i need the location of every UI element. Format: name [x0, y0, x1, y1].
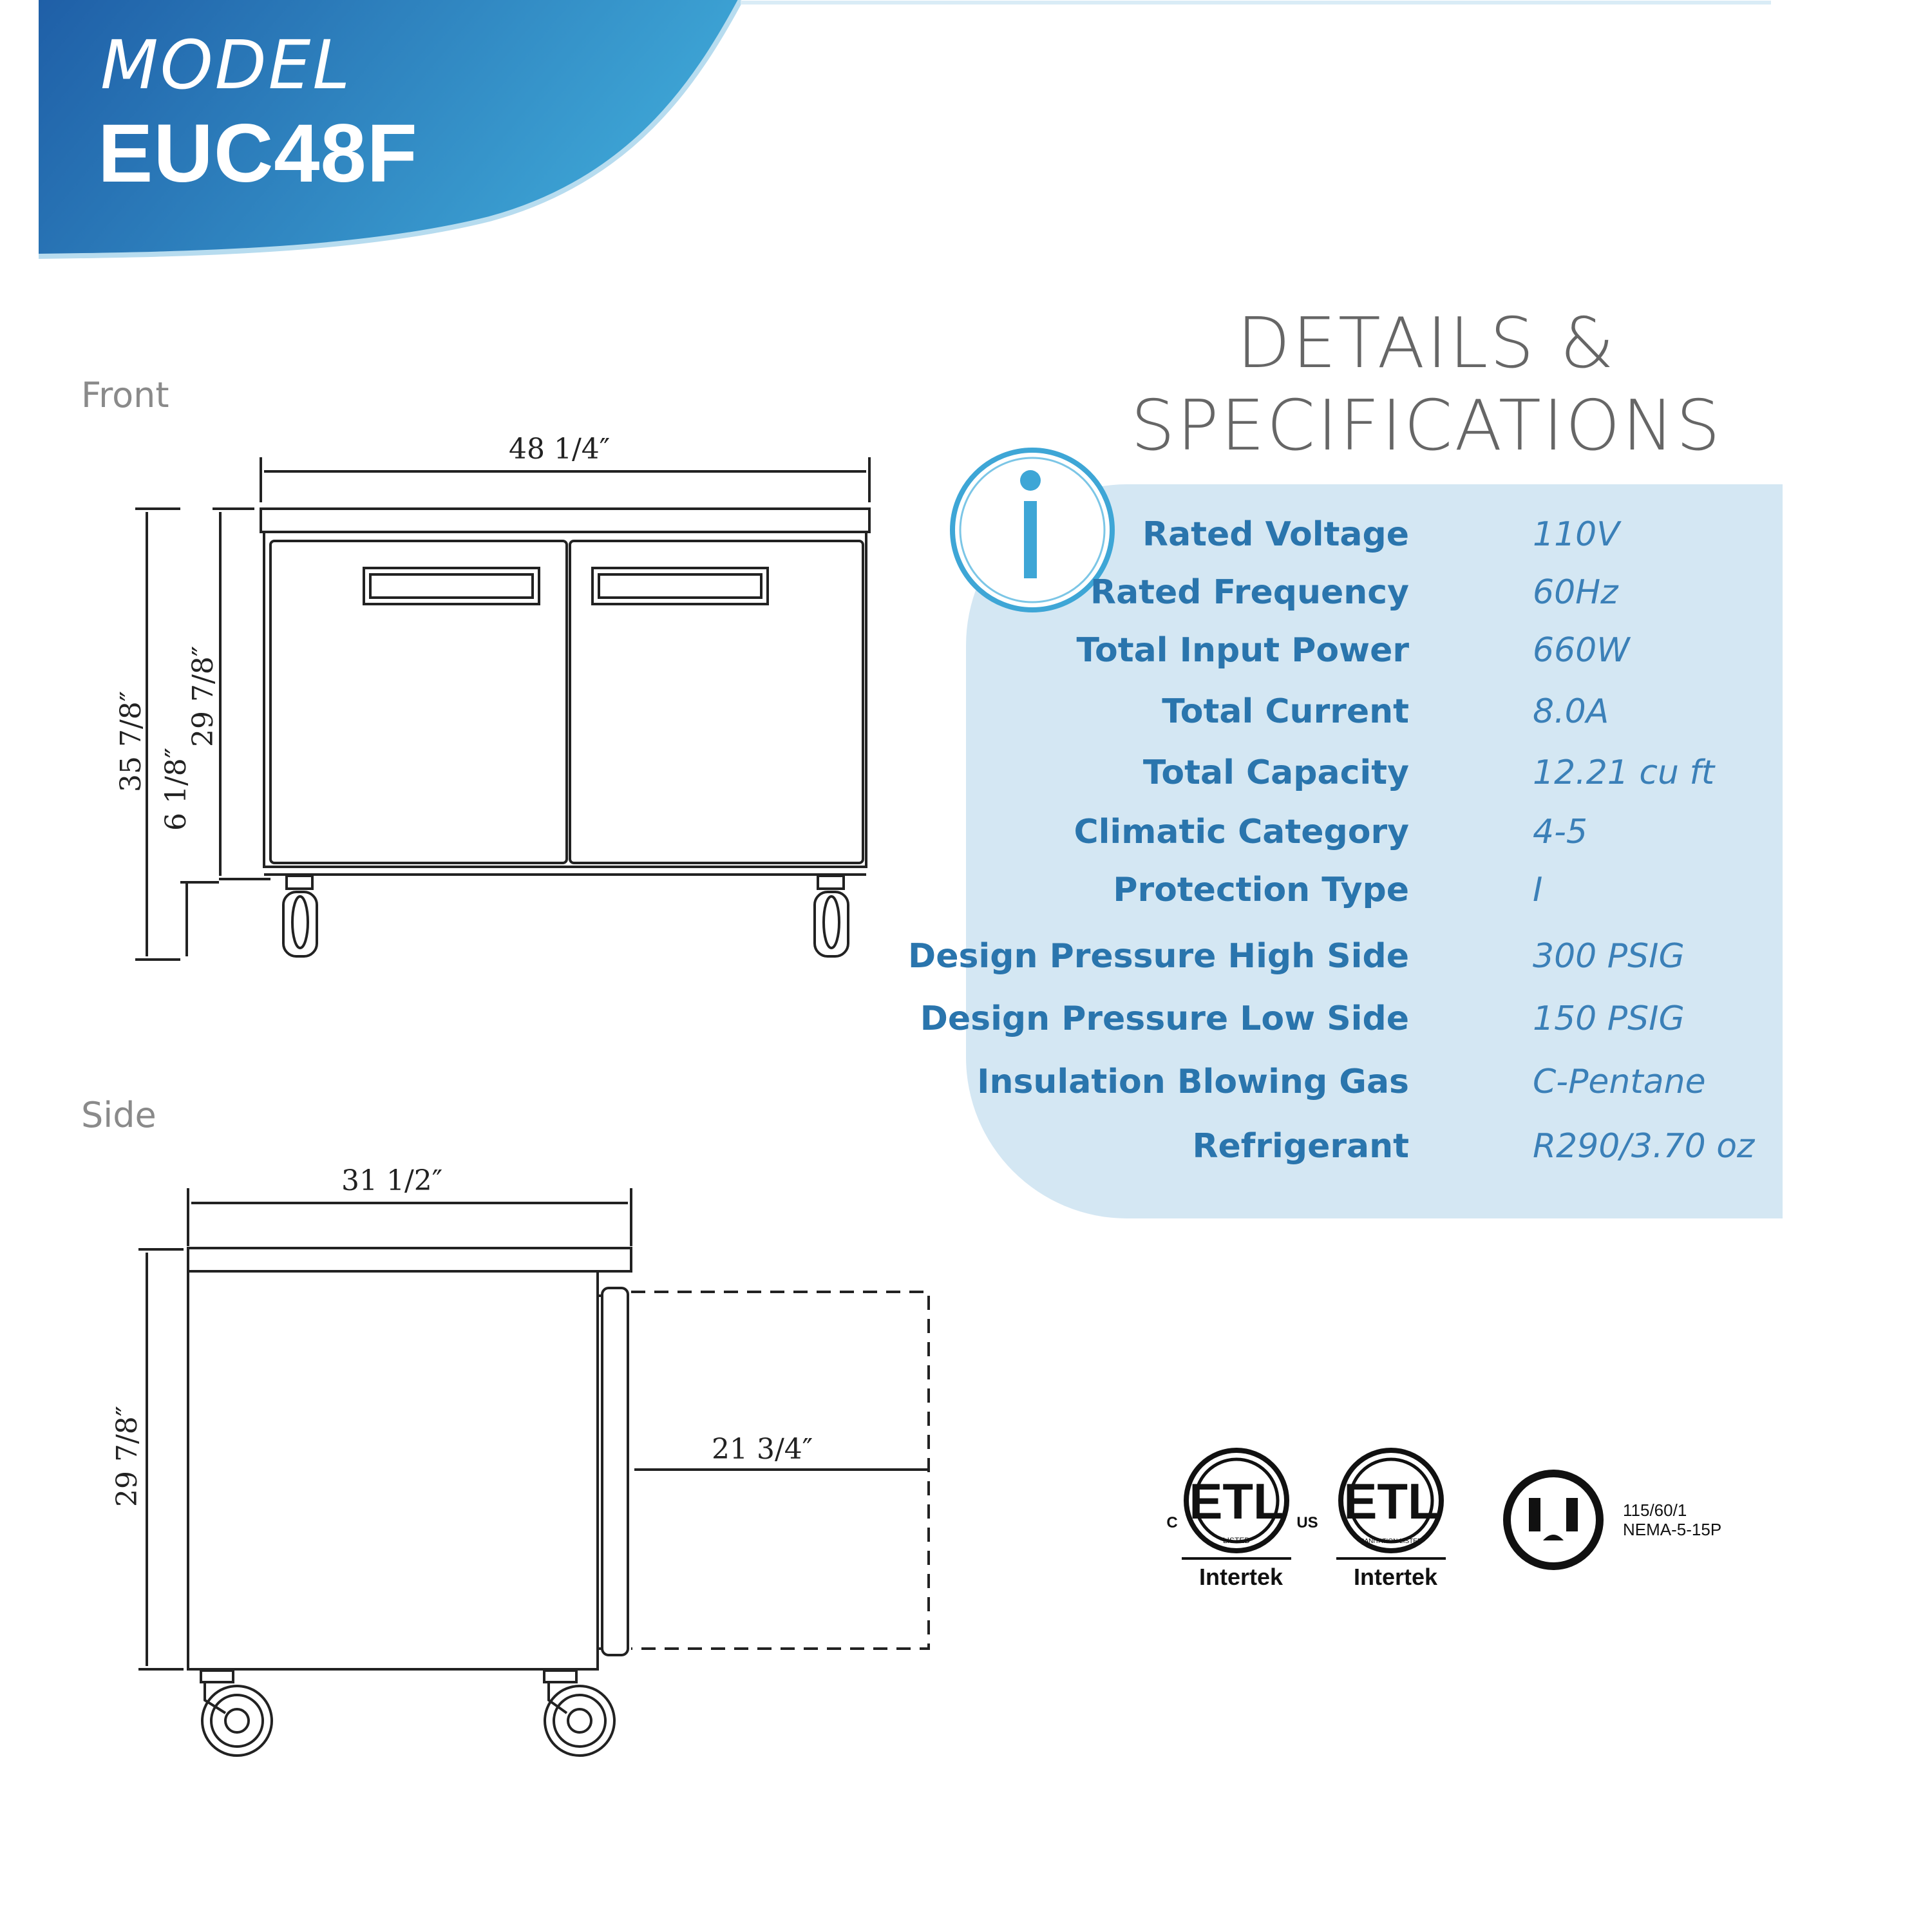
spec-value: 660W: [1533, 631, 1630, 670]
spec-row: [966, 813, 1783, 858]
etl-listed-caption: Intertek: [1199, 1564, 1283, 1590]
spec-label: Total Capacity: [1142, 753, 1409, 792]
spec-row: [966, 573, 1783, 618]
spec-value: 60Hz: [1533, 573, 1618, 612]
spec-label: Total Current: [1162, 692, 1409, 731]
spec-value: C-Pentane: [1533, 1063, 1706, 1101]
plug-type: NEMA-5-15P: [1623, 1520, 1722, 1539]
spec-label: Total Input Power: [1076, 631, 1409, 670]
etl-sanitation-mark: ETL: [1343, 1473, 1439, 1530]
spec-label: Rated Frequency: [1090, 573, 1409, 612]
spec-value: 8.0A: [1533, 692, 1609, 731]
front-cabinet-height-dimension: 29 7/8″: [187, 645, 220, 747]
front-total-height-dimension: 35 7/8″: [115, 690, 147, 792]
etl-listed-us: US: [1296, 1514, 1318, 1531]
spec-row: [966, 515, 1783, 560]
front-leg-height-dimension: 6 1/8″: [160, 747, 193, 831]
plug-rating: 115/60/1: [1623, 1501, 1687, 1520]
spec-value: 110V: [1533, 515, 1620, 554]
details-title-line1: DETAILS &: [1236, 303, 1616, 384]
nema-plug-icon: [1498, 1462, 1614, 1578]
spec-label: Design Pressure High Side: [908, 937, 1409, 976]
spec-label: Insulation Blowing Gas: [977, 1063, 1409, 1101]
front-view-label: Front: [81, 375, 169, 415]
plug-spec-text: [1623, 1501, 1721, 1539]
model-label: MODEL: [100, 26, 352, 104]
side-door-open-dimension: 21 3/4″: [712, 1433, 813, 1466]
side-depth-dimension: 31 1/2″: [341, 1164, 443, 1197]
details-title-line2: SPECIFICATIONS: [1130, 386, 1723, 466]
spec-row: [966, 631, 1783, 676]
spec-row: [966, 692, 1783, 737]
spec-label: Design Pressure Low Side: [920, 999, 1409, 1038]
spec-label: Refrigerant: [1192, 1127, 1409, 1166]
spec-value: I: [1533, 871, 1543, 909]
etl-listed-arc-text: LISTED: [1222, 1536, 1251, 1545]
spec-row: [966, 1127, 1783, 1172]
details-title: [1056, 303, 1797, 468]
etl-listed-c: C: [1166, 1514, 1178, 1531]
spec-row: [966, 871, 1783, 916]
spec-label: Rated Voltage: [1142, 515, 1409, 554]
spec-row: [966, 753, 1783, 799]
front-width-dimension: 48 1/4″: [509, 433, 611, 466]
side-view-label: Side: [81, 1095, 156, 1135]
etl-sanitation-arc-text: SANITATION LISTED: [1359, 1538, 1423, 1545]
side-view-drawing: [0, 0, 966, 1803]
spec-value: 12.21 cu ft: [1533, 753, 1715, 792]
spec-row: [920, 999, 1783, 1045]
spec-value: 300 PSIG: [1533, 937, 1685, 976]
spec-label: Protection Type: [1113, 871, 1409, 909]
etl-listed-mark: ETL: [1189, 1473, 1284, 1530]
model-number: EUC48F: [98, 108, 418, 200]
spec-row: [966, 1063, 1783, 1108]
spec-value: 4-5: [1533, 813, 1587, 851]
side-height-dimension: 29 7/8″: [111, 1405, 144, 1507]
spec-row: [908, 937, 1783, 982]
etl-sanitation-caption: Intertek: [1354, 1564, 1438, 1590]
spec-value: R290/3.70 oz: [1533, 1127, 1755, 1166]
spec-label: Climatic Category: [1074, 813, 1409, 851]
spec-value: 150 PSIG: [1533, 999, 1685, 1038]
